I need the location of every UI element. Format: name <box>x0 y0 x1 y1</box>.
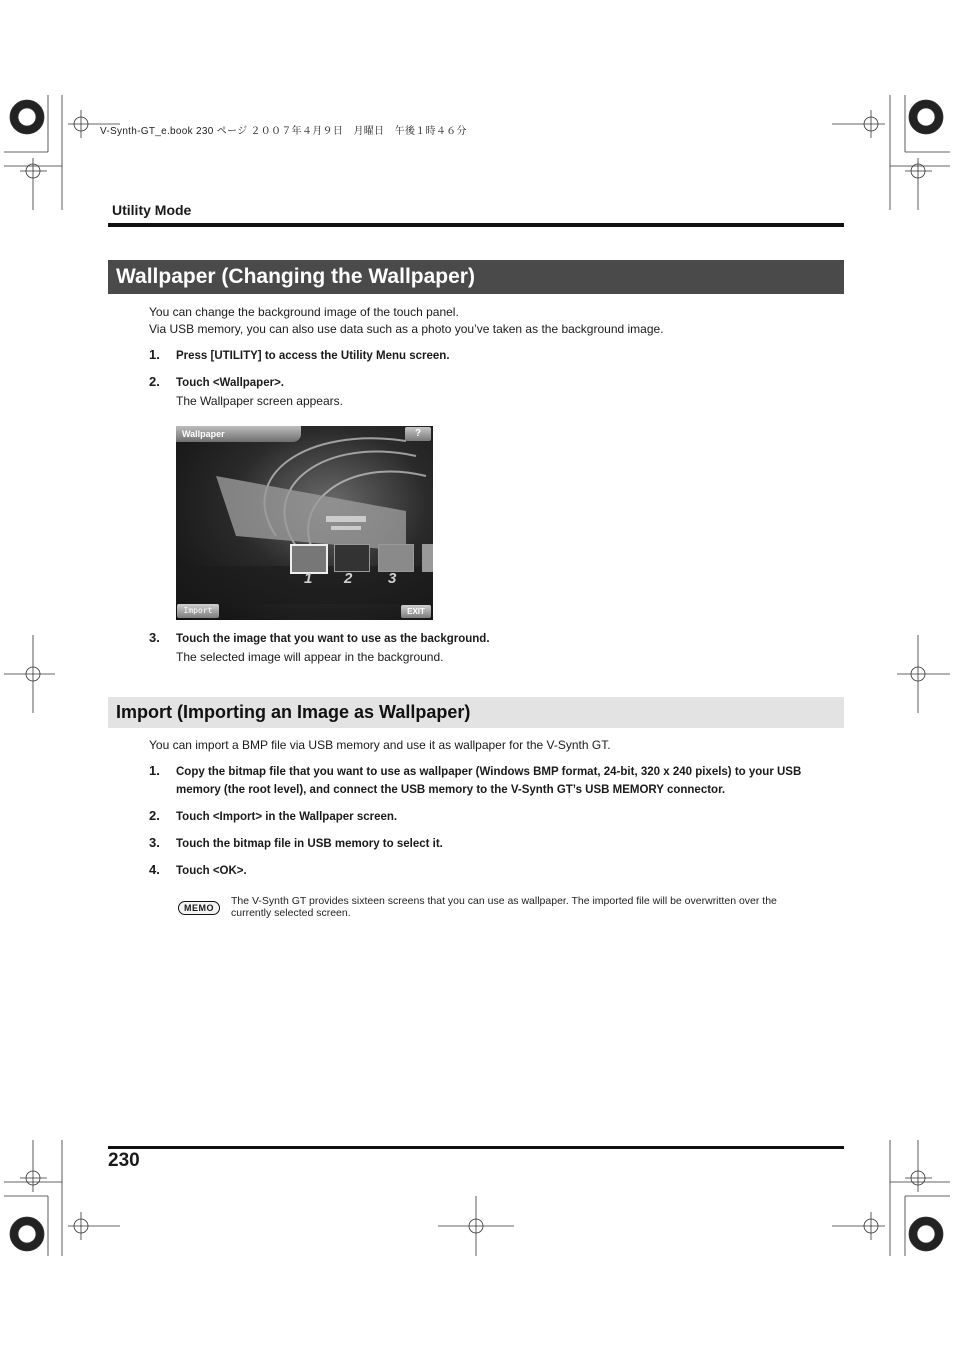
step-a1-text: Press [UTILITY] to access the Utility Menu screen. <box>176 350 450 362</box>
print-metadata: V-Synth-GT_e.book 230 ページ ２００７年４月９日 月曜日 午後１時４６分 <box>100 126 467 137</box>
step-a2-number: 2. <box>149 374 160 389</box>
step-a2-text: Touch <Wallpaper>. <box>176 377 284 389</box>
import-button[interactable]: Import <box>177 604 219 618</box>
step-b1-text: Copy the bitmap file that you want to use as wallpaper (Windows BMP format, 24-bit, 320 x 240 pixels) to your USB memory (the root level), and connect the USB memory to the V-Synth GT’s USB MEMORY connector. <box>176 766 802 796</box>
step-b1-number: 1. <box>149 763 160 778</box>
intro-line-1: You can change the background image of the touch panel. <box>149 305 459 319</box>
thumbnail-number: 2 <box>344 570 353 587</box>
import-intro: You can import a BMP file via USB memory and use it as wallpaper for the V-Synth GT. <box>149 738 611 752</box>
page-number: 230 <box>108 1150 140 1171</box>
step-a3-text: Touch the image that you want to use as the background. <box>176 633 490 645</box>
wallpaper-thumbnail[interactable] <box>334 544 370 572</box>
step-b2-number: 2. <box>149 808 160 823</box>
wallpaper-thumbnail[interactable] <box>422 544 433 572</box>
step-b4-number: 4. <box>149 862 160 877</box>
wallpaper-screen-image <box>176 426 433 620</box>
footer-rule <box>108 1146 844 1149</box>
memo-text: The V-Synth GT provides sixteen screens that you can use as wallpaper. The imported file will be overwritten over the currently selected screen. <box>231 895 777 919</box>
step-a1-number: 1. <box>149 347 160 362</box>
thumbnail-number: 1 <box>304 570 313 587</box>
subsection-title: Import (Importing an Image as Wallpaper) <box>108 697 844 728</box>
help-button[interactable]: ? <box>405 427 431 441</box>
exit-button[interactable]: EXIT <box>401 605 431 618</box>
wallpaper-artwork <box>176 426 433 620</box>
intro-line-2: Via USB memory, you can also use data such as a photo you’ve taken as the background image. <box>149 322 664 336</box>
step-b2-text: Touch <Import> in the Wallpaper screen. <box>176 811 398 823</box>
step-b4-text: Touch <OK>. <box>176 865 247 877</box>
screen-title: Wallpaper <box>176 426 301 442</box>
step-b3-text: Touch the bitmap file in USB memory to select it. <box>176 838 443 850</box>
header-rule <box>108 223 844 227</box>
step-b3-number: 3. <box>149 835 160 850</box>
step-a3-number: 3. <box>149 630 160 645</box>
section-label: Utility Mode <box>112 202 192 218</box>
memo-badge: MEMO <box>178 901 220 915</box>
wallpaper-thumbnail[interactable] <box>378 544 414 572</box>
step-a2-note: The Wallpaper screen appears. <box>176 394 343 408</box>
page-title: Wallpaper (Changing the Wallpaper) <box>108 260 844 294</box>
thumbnail-number: 3 <box>388 570 397 587</box>
step-a3-note: The selected image will appear in the background. <box>176 650 444 664</box>
